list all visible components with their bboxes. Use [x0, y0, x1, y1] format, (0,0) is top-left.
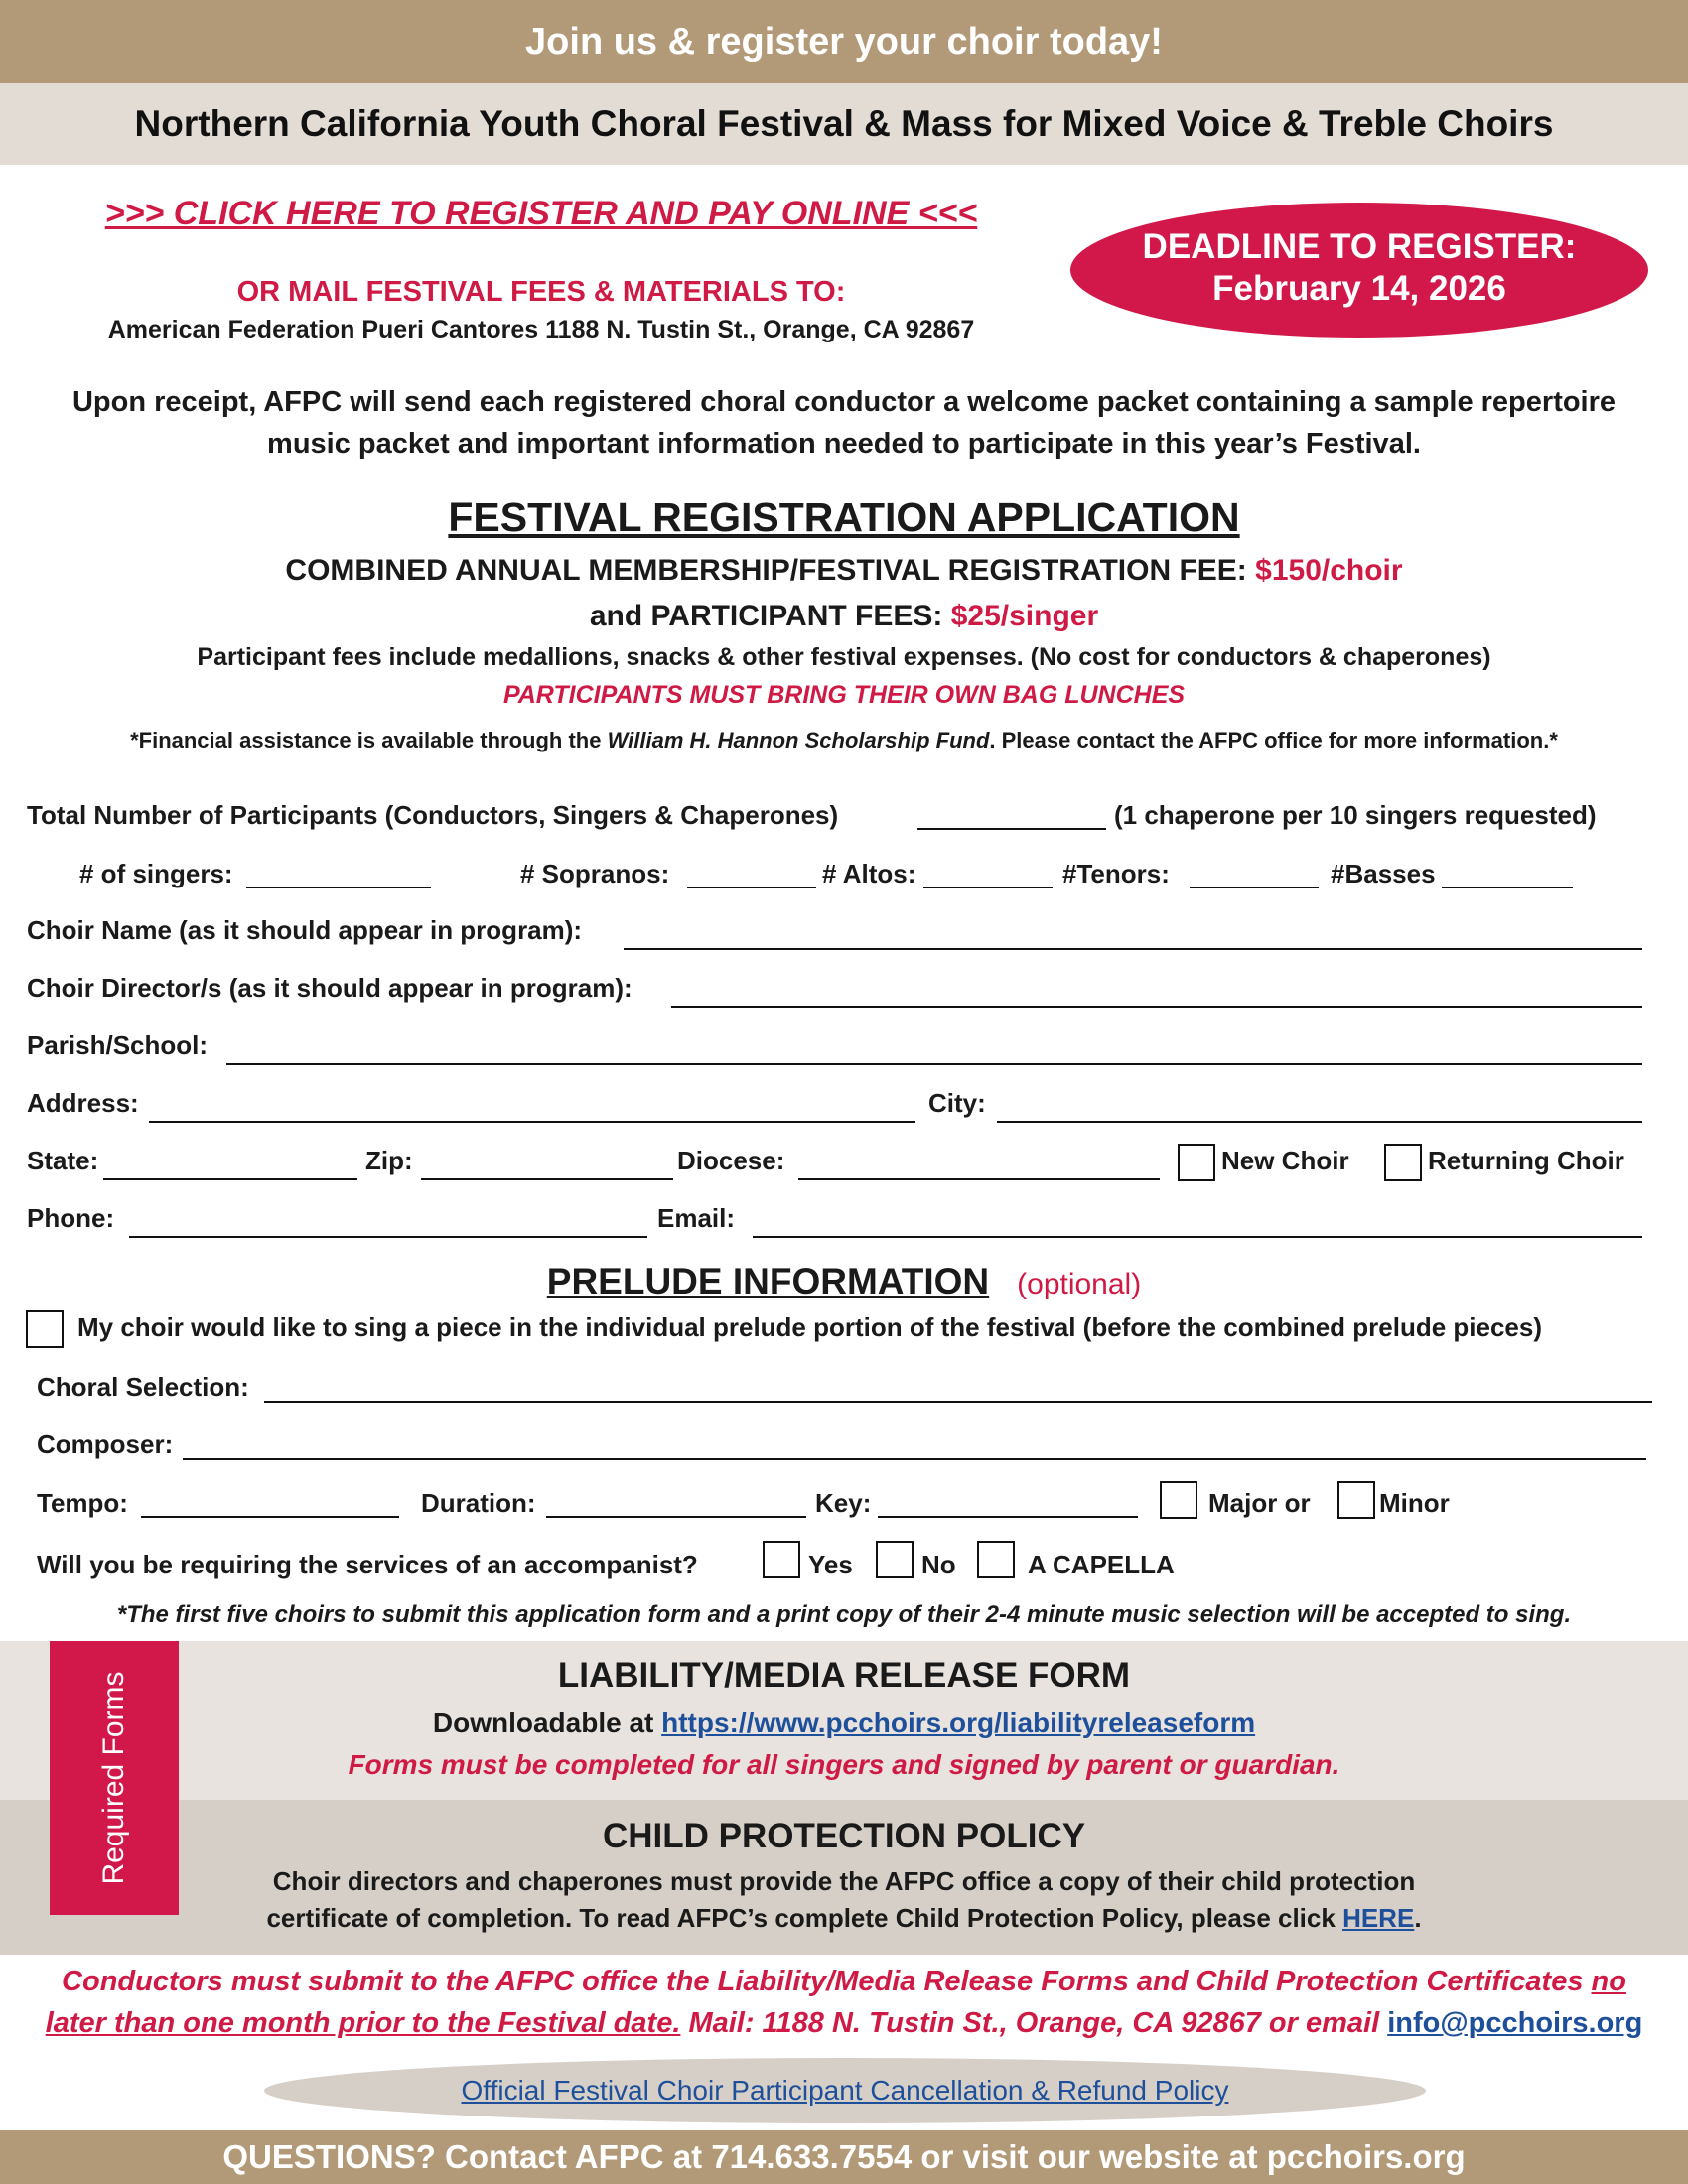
total-participants-label: Total Number of Participants (Conductors, Singers & Chaperones) [27, 800, 839, 830]
cancellation-policy-link[interactable]: Official Festival Choir Participant Cancellation & Refund Policy [461, 2075, 1229, 2106]
accompanist-no-label: No [921, 1550, 956, 1579]
sopranos-field[interactable] [687, 887, 816, 888]
application-title [0, 494, 1688, 541]
assist-pre: *Financial assistance is available through the [130, 728, 608, 752]
register-online-link[interactable]: >>> CLICK HERE TO REGISTER AND PAY ONLINE <<< [104, 195, 978, 232]
state-field[interactable] [103, 1178, 357, 1180]
email-label: Email: [657, 1203, 736, 1233]
composer-field[interactable] [183, 1458, 1646, 1460]
basses-label: #Basses [1331, 859, 1436, 888]
cond-text-1: Conductors must submit to the AFPC office the Liability/Media Release Forms and Child Protection Certificates [62, 1966, 1592, 1997]
financial-assistance-note [0, 728, 1688, 753]
major-label: Major or [1208, 1488, 1311, 1518]
scholarship-fund-name: William H. Hannon Scholarship Fund [607, 728, 990, 752]
cond-text-deadline: later than one month prior to the Festival date. [45, 2007, 681, 2039]
acapella-label: A CAPELLA [1028, 1550, 1175, 1579]
application-title-text: FESTIVAL REGISTRATION APPLICATION [448, 494, 1240, 540]
conductor-notice [0, 1961, 1688, 2044]
prelude-checkbox-label: My choir would like to sing a piece in the individual prelude portion of the festival (before the combined prelude pieces) [77, 1312, 1542, 1342]
mail-heading: OR MAIL FESTIVAL FEES & MATERIALS TO: [236, 276, 846, 308]
required-forms-ribbon-text-wrap [50, 1641, 179, 1915]
prelude-acceptance-note: *The first five choirs to submit this application form and a print copy of their 2-4 minute music selection will be accepted to sing. [116, 1601, 1572, 1628]
diocese-label: Diocese: [677, 1146, 785, 1175]
state-label: State: [27, 1146, 99, 1175]
acapella-checkbox[interactable] [977, 1541, 1015, 1578]
phone-field[interactable] [129, 1236, 647, 1238]
choir-name-label: Choir Name (as it should appear in program): [27, 915, 583, 945]
child-protection-period: . [1414, 1903, 1422, 1933]
child-protection-text: certificate of completion. To read AFPC’s complete Child Protection Policy, please click [266, 1903, 1336, 1933]
choir-director-label: Choir Director/s (as it should appear in program): [27, 973, 633, 1003]
new-choir-checkbox[interactable] [1178, 1144, 1215, 1181]
prelude-checkbox[interactable] [26, 1310, 64, 1348]
zip-label: Zip: [365, 1146, 413, 1175]
accompanist-question: Will you be requiring the services of an accompanist? [37, 1550, 698, 1579]
chaperone-note: (1 chaperone per 10 singers requested) [1114, 800, 1597, 830]
choral-selection-field[interactable] [264, 1401, 1652, 1403]
major-checkbox[interactable] [1160, 1481, 1197, 1519]
liability-download-line [179, 1707, 1509, 1739]
phone-label: Phone: [27, 1203, 115, 1233]
cond-text-no: no [1591, 1966, 1626, 1997]
participant-fee-line [0, 600, 1688, 633]
sopranos-label: # Sopranos: [520, 859, 670, 888]
accompanist-yes-checkbox[interactable] [763, 1541, 800, 1578]
membership-fee-value: $150/choir [1255, 554, 1403, 587]
composer-label: Composer: [37, 1430, 174, 1459]
participant-fee-label: and PARTICIPANT FEES: [589, 600, 943, 632]
fees-include-note: Participant fees include medallions, snacks & other festival expenses. (No cost for conductors & chaperones) [197, 643, 1491, 671]
diocese-field[interactable] [798, 1178, 1160, 1180]
upon-receipt-text: Upon receipt, AFPC will send each registered choral conductor a welcome packet containing a sample repertoire music packet and important information needed to participate in this year’s Festival. [71, 386, 1617, 460]
tenors-field[interactable] [1190, 887, 1319, 888]
cond-text-mail: Mail: 1188 N. Tustin St., Orange, CA 92867 or email [680, 2007, 1388, 2039]
accompanist-yes-label: Yes [808, 1550, 853, 1579]
child-protection-here-link[interactable]: HERE [1342, 1903, 1415, 1933]
deadline-badge [1070, 203, 1648, 338]
header-banner: Join us & register your choir today! [0, 0, 1688, 83]
address-label: Address: [27, 1088, 139, 1118]
membership-fee-label: COMBINED ANNUAL MEMBERSHIP/FESTIVAL REGISTRATION FEE: [285, 554, 1247, 587]
choir-name-field[interactable] [624, 948, 1642, 950]
key-field[interactable] [878, 1516, 1138, 1518]
download-label: Downloadable at [432, 1707, 654, 1738]
festival-subtitle: Northern California Youth Choral Festival & Mass for Mixed Voice & Treble Choirs [0, 83, 1688, 165]
tempo-field[interactable] [141, 1516, 399, 1518]
duration-field[interactable] [546, 1516, 806, 1518]
zip-field[interactable] [421, 1178, 673, 1180]
minor-checkbox[interactable] [1337, 1481, 1375, 1519]
assist-post: . Please contact the AFPC office for more information.* [989, 728, 1558, 752]
child-protection-line-1: Choir directors and chaperones must provide the AFPC office a copy of their child protection [272, 1866, 1416, 1896]
email-field[interactable] [753, 1236, 1642, 1238]
prelude-title: PRELUDE INFORMATION [546, 1261, 990, 1301]
city-field[interactable] [997, 1121, 1642, 1123]
new-choir-label: New Choir [1221, 1146, 1349, 1175]
address-field[interactable] [149, 1121, 915, 1123]
basses-field[interactable] [1442, 887, 1573, 888]
prelude-heading [0, 1261, 1688, 1302]
liability-form-link[interactable]: https://www.pcchoirs.org/liabilityreleaseform [661, 1707, 1256, 1738]
liability-title: LIABILITY/MEDIA RELEASE FORM [557, 1656, 1131, 1695]
bag-lunch-note: PARTICIPANTS MUST BRING THEIR OWN BAG LUNCHES [502, 681, 1186, 709]
singers-label: # of singers: [79, 859, 233, 888]
duration-label: Duration: [421, 1488, 536, 1518]
altos-field[interactable] [923, 887, 1053, 888]
liability-forms-note: Forms must be completed for all singers and signed by parent or guardian. [348, 1749, 1340, 1780]
singers-field[interactable] [246, 887, 431, 888]
required-forms-label: Required Forms [97, 1671, 130, 1885]
membership-fee-line [0, 554, 1688, 588]
choral-selection-label: Choral Selection: [37, 1372, 249, 1402]
cancellation-policy-oval [264, 2058, 1426, 2123]
accompanist-no-checkbox[interactable] [876, 1541, 914, 1578]
choir-director-field[interactable] [671, 1006, 1642, 1008]
altos-label: # Altos: [822, 859, 916, 888]
returning-choir-label: Returning Choir [1428, 1146, 1624, 1175]
prelude-optional: (optional) [1017, 1268, 1142, 1300]
questions-footer: QUESTIONS? Contact AFPC at 714.633.7554 or visit our website at pcchoirs.org [0, 2130, 1688, 2184]
child-protection-title: CHILD PROTECTION POLICY [602, 1817, 1086, 1855]
parish-school-field[interactable] [226, 1063, 1642, 1065]
key-label: Key: [815, 1488, 872, 1518]
minor-label: Minor [1379, 1488, 1450, 1518]
mail-address: American Federation Pueri Cantores 1188 N. Tustin St., Orange, CA 92867 [107, 316, 975, 343]
city-label: City: [928, 1088, 986, 1118]
returning-choir-checkbox[interactable] [1384, 1144, 1422, 1181]
child-protection-line-2 [179, 1903, 1509, 1934]
contact-email-link[interactable]: info@pcchoirs.org [1387, 2007, 1643, 2039]
tempo-label: Tempo: [37, 1488, 128, 1518]
parish-school-label: Parish/School: [27, 1030, 209, 1060]
tenors-label: #Tenors: [1062, 859, 1170, 888]
total-participants-field[interactable] [917, 828, 1106, 830]
deadline-date: February 14, 2026 [1212, 269, 1506, 308]
participant-fee-value: $25/singer [950, 600, 1099, 632]
deadline-label: DEADLINE TO REGISTER: [1142, 227, 1577, 266]
